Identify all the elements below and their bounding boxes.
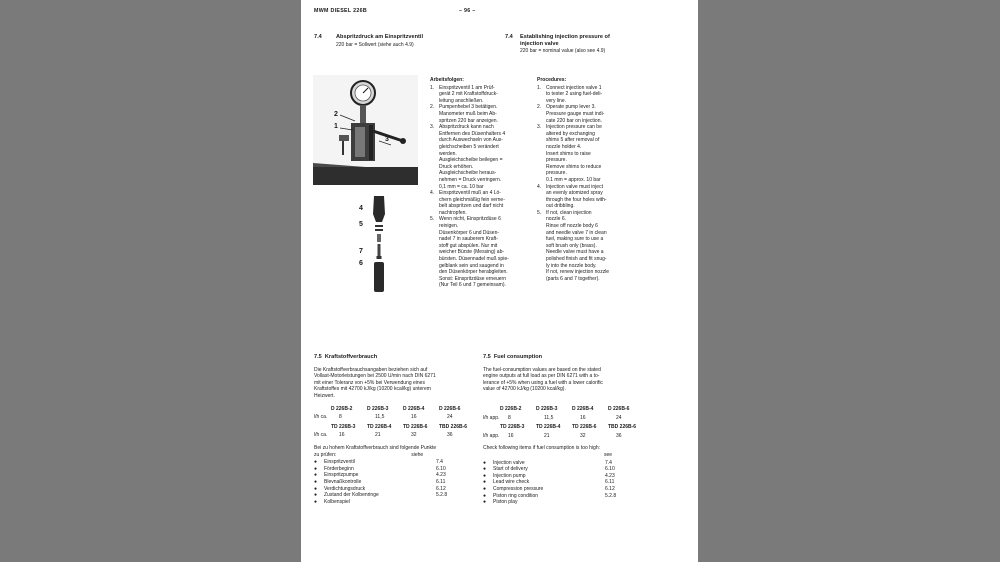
list-item: 3. Injection pressure can be altered by exchanging shims 5 after removal of nozzle holder 4. Insert shims to raise pressure. Remove shims to reduce pressure. 0.1 mm = approx. 10 bar	[537, 124, 602, 183]
figure-label-6: 6	[359, 260, 363, 267]
list-item: ● Injection pump 4.23	[483, 472, 615, 479]
section-subtitle-de: 220 bar = Sollwert (siehe auch 4.9)	[336, 42, 414, 48]
list-item: ● Zustand der Kolbenringe 5.2.8	[314, 492, 448, 499]
nozzle-parts-drawing	[369, 196, 389, 296]
consumption-table-en	[483, 406, 653, 439]
section-number-de: 7.4	[314, 34, 322, 40]
figure-label-4: 4	[359, 205, 363, 212]
fuel-consumption-de	[314, 354, 484, 505]
tester-illustration	[313, 75, 418, 185]
section-title-en-line2: injection valve	[520, 40, 559, 47]
list-item: 1. Einspritzventil 1 am Prüf- gerät 2 mit Kraftstoffdruck- leitung anschließen.	[430, 84, 498, 104]
list-item: ● Kolbenspiel	[314, 498, 350, 505]
figure-label-3: 3	[385, 136, 389, 143]
section-number-en: 7.4	[505, 34, 513, 40]
page-header-title: MWM DIESEL 226B	[314, 8, 367, 14]
figure-label-7: 7	[359, 248, 363, 255]
nozzle-parts-illustration	[369, 196, 389, 296]
list-item: 4. Einspritzventil muß an 4 Lö- chern gleichmäßig fein verne- belt abspritzen und darf nicht nachtropfen.	[430, 190, 505, 216]
check-list-de	[314, 459, 484, 505]
list-item: ● Förderbeginn 6.10	[314, 465, 446, 472]
table-row: l/h app. 16 21 32 36	[483, 432, 622, 439]
procedure-en	[537, 77, 609, 282]
table-row: l/h ca. 8 11,5 16 24	[314, 414, 453, 421]
list-item: ● Lead wire check 6.11	[483, 479, 615, 486]
consumption-table-de	[314, 406, 484, 439]
list-item: 5. If not, clean injection nozzle 6. Rinse off nozzle body 6 and needle valve 7 in clean fuel, making sure to use a soft brush only (brass). Needle valve must have a polished finish and fit snug- ly into the nozzle body. If not, renew injection nozzle (parts 6 and 7 together).	[537, 209, 610, 282]
table-row: D 226B-2 D 226B-3 D 226B-4 D 226B-6	[500, 405, 630, 412]
list-item: 1. Connect injection valve 1 to tester 2 using fuel-deli- very line.	[537, 84, 603, 104]
table-row: TD 226B-3 TD 226B-4 TD 226B-6 TBD 226B-6	[500, 424, 637, 431]
list-item: 2. Pumpenhebel 3 betätigen. Manometer muß beim Ab- spritzen 220 bar anzeigen.	[430, 104, 498, 124]
list-item: 3. Abspritzdruck kann nach Entfernen des Düsenhalters 4 durch Auswechseln von Aus- gleichscheiben 5 verändert werden. Ausgleichscheibe beilegen = Druck erhöhen. Ausgleichscheibe heraus- nehmen = Druck verringern. 0,1 mm = ca. 10 bar	[430, 124, 506, 190]
figure-label-2: 2	[334, 111, 338, 118]
section-title-en-line1: Establishing injection pressure of	[520, 34, 610, 40]
list-item: ● Verdichtungsdruck 6.12	[314, 485, 446, 492]
section-heading-en: 7.5 Fuel consumption	[483, 354, 543, 360]
table-row: TD 226B-3 TD 226B-4 TD 226B-6 TBD 226B-6	[331, 423, 468, 430]
fuel-paragraph-de: Die Kraftstoffverbrauchsangaben beziehen sich auf Vollast-Motorleistungen bei 2500 U/min nach DIN 6271 mit einer Toleranz von +5% bei Verwendung eines Kraftstoffes mit 42700 kJ/kg (10200 kcal/kg) unterem Heizwert.	[314, 366, 436, 399]
procedure-heading-de: Arbeitsfolgen:	[430, 77, 464, 83]
check-intro-en: Check following items if fuel consumption is too high: see	[483, 445, 613, 458]
table-row: l/h app. 8 11,5 16 24	[483, 414, 622, 421]
list-item: ● Piston play	[483, 499, 518, 506]
list-item: ● Injection valve 7.4	[483, 459, 612, 466]
page-number: – 96 –	[459, 8, 476, 14]
section-heading-de: 7.5 Kraftstoffverbrauch	[314, 354, 378, 360]
list-item: ● Blevnaßkontrolle 6.11	[314, 478, 446, 485]
table-row: l/h ca. 16 21 32 36	[314, 432, 453, 439]
list-item: 4. Injection valve must inject an evenly atomized spray through the four holes with- out dribbling.	[537, 183, 607, 210]
fuel-consumption-en	[483, 354, 653, 506]
check-intro-de: Bei zu hohem Kraftstoffverbrauch sind folgende Punkte zu prüfen: siehe	[314, 444, 437, 458]
injection-tester-photo	[313, 75, 418, 185]
document-page	[301, 0, 698, 562]
table-row: D 226B-2 D 226B-3 D 226B-4 D 226B-6	[331, 405, 461, 412]
list-item: 2. Operate pump lever 3. Pressure gauge must indi- cate 220 bar on injection.	[537, 104, 605, 124]
fuel-paragraph-en: The fuel-consumption values are based on the stated engine outputs at full load as per DIN 6271 with a to- lerance of +5% when using a fuel with a lower calorific value of 42700 kJ/kg (10200 kcal/kg).	[483, 366, 603, 393]
section-title-de: Abspritzdruck am Einspritzventil	[336, 34, 424, 40]
list-item: ● Einspritzventil 7.4	[314, 459, 443, 466]
list-item: ● Piston ring condition 5.2.8	[483, 492, 617, 499]
section-subtitle-en: 220 bar = nominal value (also see 4.9)	[520, 48, 606, 54]
list-item: ● Compression pressure 6.12	[483, 485, 615, 492]
list-item: ● Start of delivery 6.10	[483, 466, 615, 473]
figure-label-1: 1	[334, 123, 338, 130]
procedure-de	[430, 77, 509, 289]
list-item: 5. Wenn nicht, Einspritzdüse 6 reinigen. Düsenkörper 6 und Düsen- nadel 7 in sauberem Kraft- stoff gut abspülen. Nur mit weicher Bürste (Messing) ab- bürsten. Düsennadel muß spie- gelblank sein und saugend in den Düsenkörper herabgleiten. Sonst: Einspritzdüse erneuern (Nur Teil 6 und 7 gemeinsam).	[430, 216, 509, 289]
procedure-heading-en: Procedures:	[537, 77, 567, 83]
check-list-en	[483, 460, 653, 506]
figure-label-5: 5	[359, 221, 363, 228]
list-item: ● Einspritzpumpe 4.23	[314, 472, 446, 479]
